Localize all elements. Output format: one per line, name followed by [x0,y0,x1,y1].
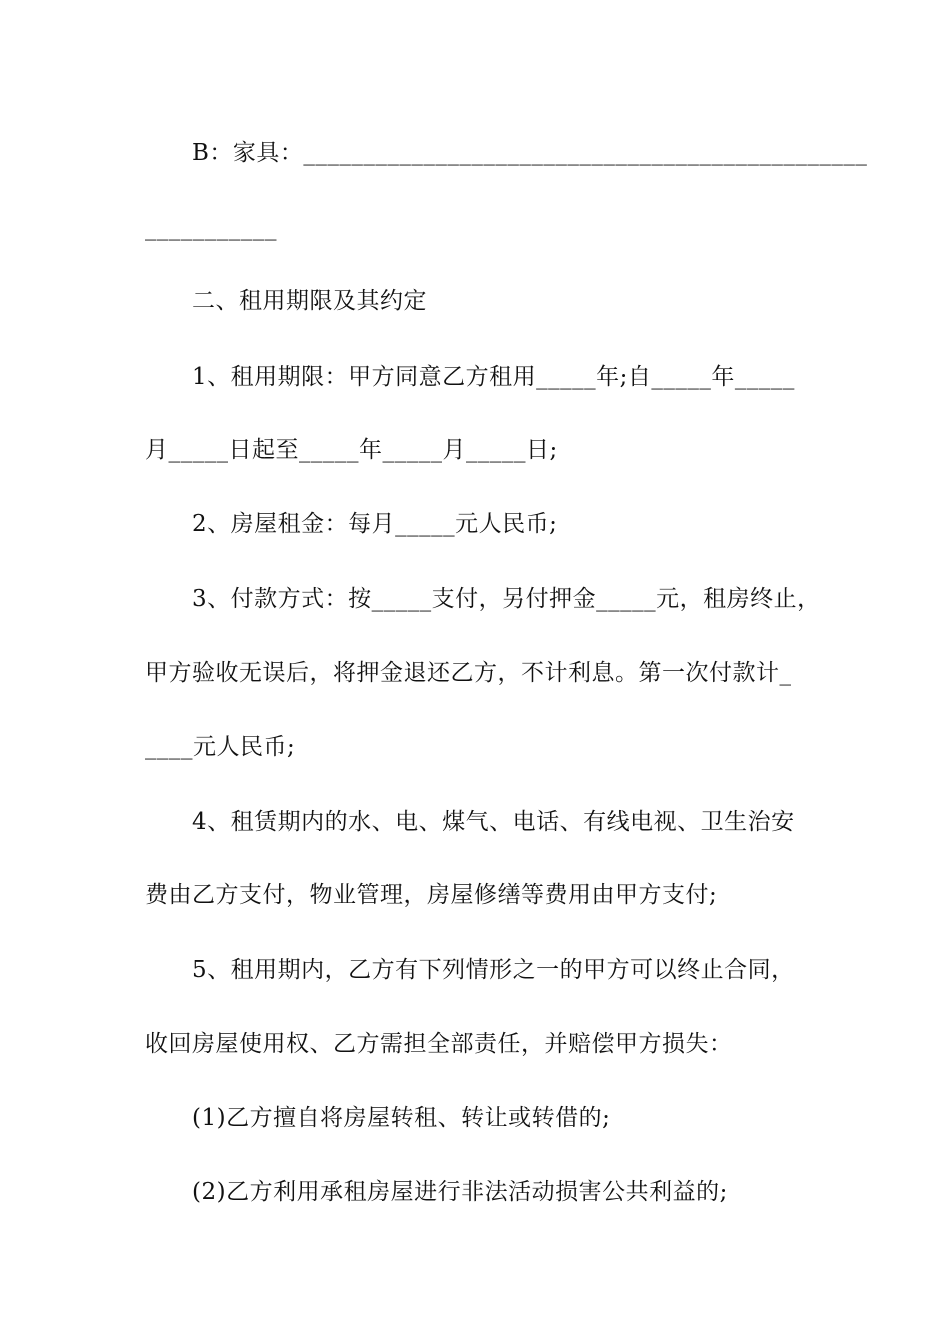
clause-4-line-2: 费由乙方支付，物业管理，房屋修缮等费用由甲方支付; [145,882,718,908]
clause-4-line-1: 4、租赁期内的水、电、煤气、电话、有线电视、卫生治安 [192,809,795,835]
clause-3-line-3: ____元人民币; [145,734,296,760]
clause-1-line-2: 月_____日起至_____年_____月_____日; [145,437,558,463]
sub-item-2: (2)乙方利用承租房屋进行非法活动损害公共利益的; [192,1179,728,1205]
clause-3-line-1: 3、付款方式：按_____支付，另付押金_____元，租房终止， [192,586,821,612]
clause-2: 2、房屋租金：每月_____元人民币; [192,511,558,537]
sub-item-1: (1)乙方擅自将房屋转租、转让或转借的; [192,1105,611,1131]
clause-5-line-2: 收回房屋使用权、乙方需担全部责任，并赔偿甲方损失： [145,1031,733,1057]
furniture-line: B：家具：_______________________________________________ [192,140,868,166]
section-heading: 二、租用期限及其约定 [192,288,427,314]
clause-1-line-1: 1、租用期限：甲方同意乙方租用_____年;自_____年_____ [192,364,795,390]
furniture-line-continued: ___________ [145,215,277,241]
clause-5-line-1: 5、租用期内，乙方有下列情形之一的甲方可以终止合同， [192,957,795,983]
clause-3-line-2: 甲方验收无误后，将押金退还乙方，不计利息。第一次付款计_ [145,660,792,686]
